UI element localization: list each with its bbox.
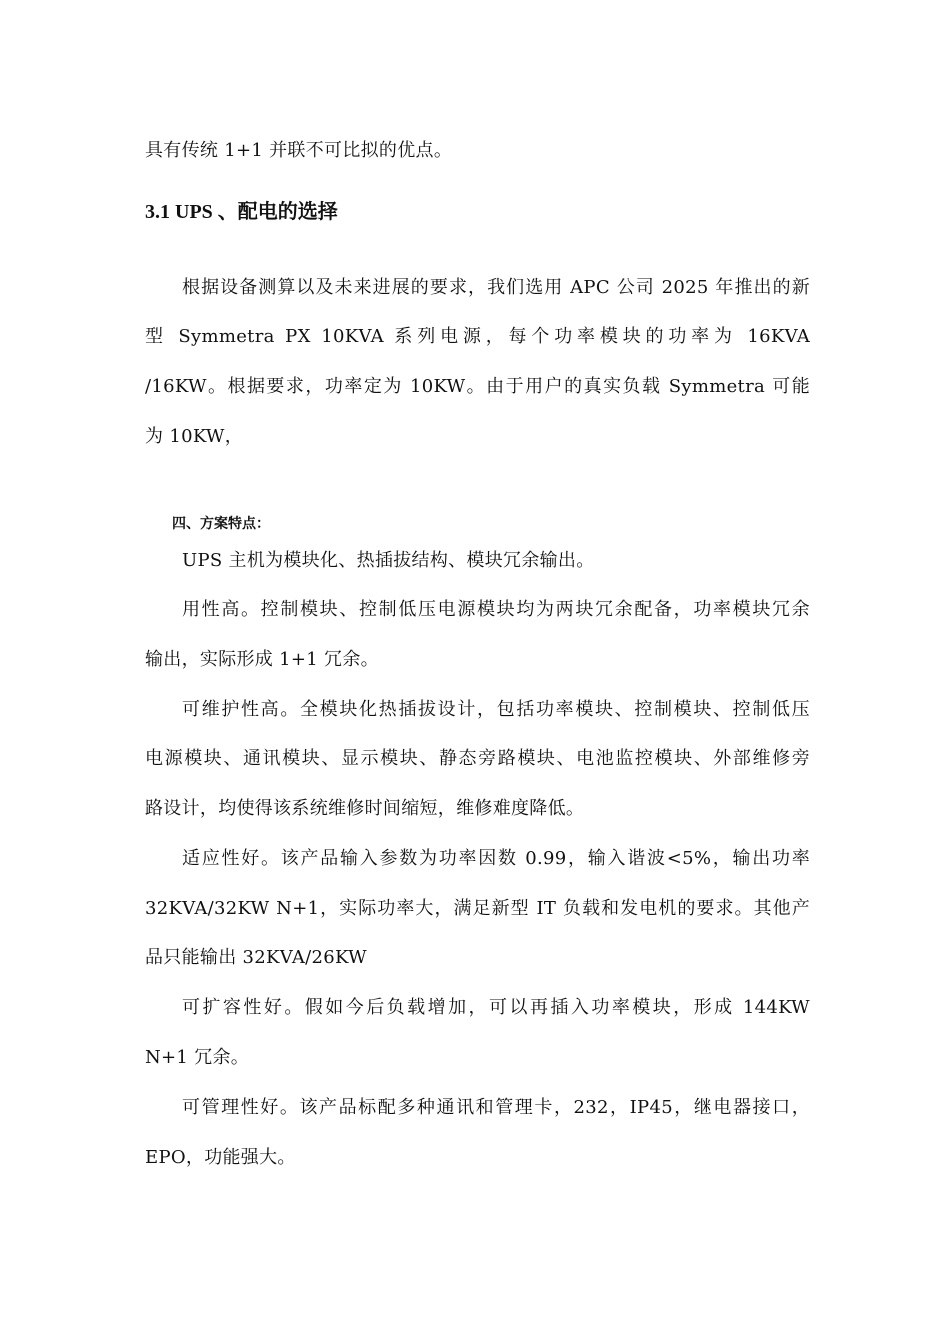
selection-paragraph-line: 型 Symmetra PX 10KVA 系列电源，每个功率模块的功率为 16KVA xyxy=(145,326,810,347)
feature-line: UPS 主机为模块化、热插拔结构、模块冗余输出。 xyxy=(182,550,595,571)
feature-line: 品只能输出 32KVA/26KW xyxy=(145,947,367,968)
feature-line: EPO，功能强大。 xyxy=(145,1147,296,1168)
selection-paragraph-line: 根据设备测算以及未来进展的要求，我们选用 APC 公司 2025 年推出的新 xyxy=(182,277,810,298)
selection-paragraph-line: /16KW。根据要求，功率定为 10KW。由于用户的真实负载 Symmetra 可能 xyxy=(145,376,810,397)
feature-line: 32KVA/32KW N+1，实际功率大，满足新型 IT 负载和发电机的要求。其他产 xyxy=(145,898,810,919)
feature-line: 适应性好。该产品输入参数为功率因数 0.99，输入谐波<5%，输出功率 xyxy=(182,848,810,869)
feature-line: 可维护性高。全模块化热插拔设计，包括功率模块、控制模块、控制低压 xyxy=(182,699,810,720)
selection-paragraph-line: 为 10KW， xyxy=(145,426,244,447)
features-heading: 四、方案特点： xyxy=(172,516,270,532)
section-heading: 3.1 UPS 、配电的选择 xyxy=(145,201,338,223)
feature-line: 路设计，均使得该系统维修时间缩短，维修难度降低。 xyxy=(145,798,585,819)
feature-line: 可管理性好。该产品标配多种通讯和管理卡，232，IP45，继电器接口， xyxy=(182,1097,810,1118)
feature-line: N+1 冗余。 xyxy=(145,1047,250,1068)
feature-line: 电源模块、通讯模块、显示模块、静态旁路模块、电池监控模块、外部维修旁 xyxy=(145,748,810,769)
intro-text-line: 具有传统 1+1 并联不可比拟的优点。 xyxy=(145,140,453,161)
feature-line: 用性高。控制模块、控制低压电源模块均为两块冗余配备，功率模块冗余 xyxy=(182,599,810,620)
feature-line: 可扩容性好。假如今后负载增加，可以再插入功率模块，形成 144KW xyxy=(182,997,810,1018)
feature-line: 输出，实际形成 1+1 冗余。 xyxy=(145,649,379,670)
